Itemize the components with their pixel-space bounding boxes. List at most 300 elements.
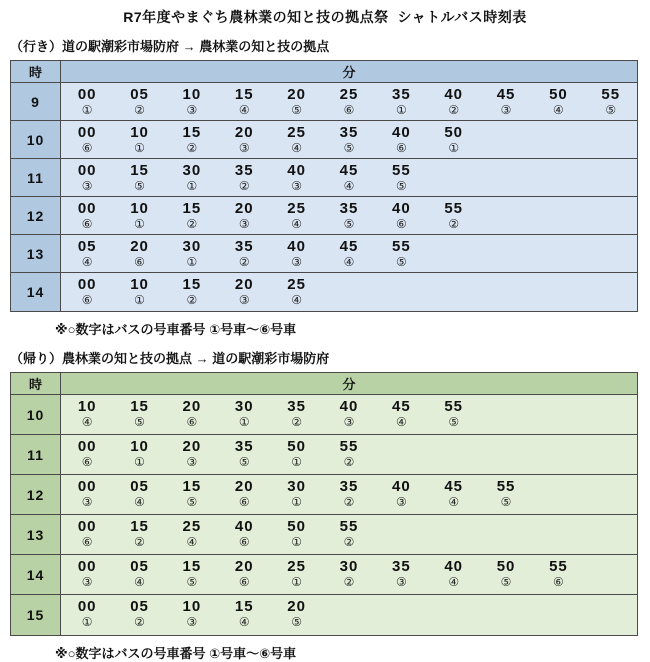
bus-number-badge: ③ [291, 255, 302, 269]
bus-number-badge: ⑥ [81, 293, 93, 307]
minute-value: 15 [182, 124, 202, 141]
departure-entry [323, 518, 375, 549]
bus-number-badge: ① [134, 455, 145, 469]
minute-value: 15 [182, 276, 202, 293]
departure-entry [113, 398, 165, 429]
departure-entry [375, 558, 427, 589]
bus-number-badge: ⑤ [395, 255, 407, 269]
minute-value: 40 [444, 558, 464, 575]
departure-entry [270, 398, 322, 429]
timetable-row [11, 273, 637, 311]
departure-entry [428, 558, 480, 589]
bus-number-badge: ② [448, 217, 460, 231]
departure-entry [532, 558, 584, 589]
minute-value: 10 [77, 398, 97, 415]
bus-number-badge: ⑤ [186, 495, 198, 509]
timetable-row [11, 555, 637, 595]
minute-value: 15 [130, 162, 149, 179]
minute-value: 55 [444, 398, 464, 415]
minute-value: 15 [130, 398, 149, 415]
page-title: R7年度やまぐち農林業の知と技の拠点祭 シャトルバス時刻表 [123, 9, 527, 25]
bus-number-badge: ① [81, 103, 93, 117]
bus-number-badge: ② [343, 455, 355, 469]
bus-number-badge: ⑥ [186, 415, 198, 429]
minute-value: 05 [130, 86, 149, 103]
hour-cell: 15 [11, 595, 61, 635]
timetable-row [11, 159, 637, 197]
bus-number-badge: ③ [238, 217, 250, 231]
departure-entry [61, 200, 113, 231]
return-direction-label: （帰り）農林業の知と技の拠点 → 道の駅潮彩市場防府 [10, 351, 330, 366]
departure-entry [113, 558, 165, 589]
bus-number-badge: ③ [238, 141, 250, 155]
departure-entry [61, 276, 113, 307]
departure-entry [113, 276, 165, 307]
minutes-cell [61, 595, 637, 635]
minute-value: 45 [496, 86, 516, 103]
minute-value: 40 [339, 398, 359, 415]
hour-cell: 14 [11, 555, 61, 594]
minute-value: 40 [391, 200, 411, 217]
departure-entry [61, 438, 113, 469]
minute-value: 00 [77, 518, 97, 535]
minute-value: 35 [339, 124, 359, 141]
departure-entry [218, 438, 270, 469]
minute-value: 20 [234, 200, 254, 217]
minute-value: 30 [287, 478, 306, 495]
departure-entry [166, 518, 218, 549]
minute-value: 40 [287, 162, 306, 179]
minute-value: 55 [391, 162, 411, 179]
minute-value: 35 [234, 438, 254, 455]
departure-entry [532, 86, 584, 117]
bus-number-badge: ⑤ [291, 103, 302, 117]
departure-entry [166, 398, 218, 429]
departure-entry [323, 86, 375, 117]
outbound-table-body [11, 83, 637, 311]
departure-entry [270, 276, 322, 307]
bus-number-badge: ② [343, 535, 355, 549]
minute-value: 25 [182, 518, 202, 535]
bus-number-badge: ② [238, 255, 250, 269]
minute-value: 15 [130, 518, 149, 535]
minute-value: 30 [234, 398, 254, 415]
timetable-row [11, 595, 637, 635]
minute-value: 20 [234, 558, 254, 575]
minute-value: 00 [77, 438, 97, 455]
minutes-cell [61, 475, 637, 514]
minute-value: 20 [234, 478, 254, 495]
bus-number-badge: ⑤ [343, 141, 355, 155]
minute-value: 25 [287, 124, 306, 141]
bus-number-badge: ③ [500, 103, 512, 117]
minute-value: 55 [391, 238, 411, 255]
bus-number-badge: ④ [81, 415, 93, 429]
minute-value: 40 [391, 478, 411, 495]
bus-number-badge: ② [186, 217, 198, 231]
minute-value: 40 [234, 518, 254, 535]
minute-value: 20 [182, 438, 202, 455]
return-table-body [11, 395, 637, 635]
bus-number-badge: ⑤ [291, 615, 302, 629]
minutes-cell [61, 515, 637, 554]
bus-number-badge: ⑥ [395, 141, 407, 155]
minute-column-header: 分 [342, 377, 356, 392]
departure-entry [113, 478, 165, 509]
minute-value: 00 [77, 86, 97, 103]
bus-number-badge: ④ [343, 255, 355, 269]
minute-value: 45 [444, 478, 464, 495]
departure-entry [270, 598, 322, 629]
departure-entry [166, 162, 218, 193]
departure-entry [218, 478, 270, 509]
minute-value: 15 [182, 478, 202, 495]
bus-number-badge: ① [81, 615, 93, 629]
bus-number-badge: ③ [186, 615, 198, 629]
bus-number-badge: ⑥ [343, 103, 355, 117]
departure-entry [375, 200, 427, 231]
departure-entry [113, 124, 165, 155]
bus-number-badge: ④ [134, 495, 145, 509]
bus-number-badge: ① [134, 293, 145, 307]
timetable-row [11, 121, 637, 159]
bus-number-badge: ② [238, 179, 250, 193]
timetable-row [11, 235, 637, 273]
bus-number-badge: ④ [238, 103, 250, 117]
bus-number-badge: ① [134, 217, 145, 231]
minute-value: 20 [182, 398, 202, 415]
bus-number-badge: ① [291, 455, 302, 469]
departure-entry [480, 86, 532, 117]
minute-value: 50 [549, 86, 568, 103]
bus-number-badge: ⑥ [238, 535, 250, 549]
minute-value: 55 [339, 518, 359, 535]
departure-entry [61, 238, 113, 269]
departure-entry [270, 558, 322, 589]
bus-number-badge: ④ [291, 141, 302, 155]
bus-number-badge: ③ [81, 495, 93, 509]
departure-entry [61, 598, 113, 629]
departure-entry [113, 162, 165, 193]
minutes-cell [61, 159, 637, 196]
departure-entry [218, 238, 270, 269]
bus-number-badge: ⑥ [238, 495, 250, 509]
minute-value: 05 [130, 598, 149, 615]
departure-entry [428, 398, 480, 429]
departure-entry [270, 124, 322, 155]
minute-value: 20 [234, 124, 254, 141]
hour-cell: 14 [11, 273, 61, 311]
section-return [10, 348, 638, 662]
departure-entry [61, 478, 113, 509]
departure-entry [428, 200, 480, 231]
hour-cell: 11 [11, 159, 61, 196]
minute-value: 15 [182, 200, 202, 217]
bus-number-badge: ④ [291, 217, 302, 231]
return-timetable [10, 372, 638, 636]
timetable-row [11, 515, 637, 555]
bus-number-badge: ④ [395, 415, 407, 429]
minutes-cell [61, 83, 637, 120]
return-bus-number-note: ※○数字はバスの号車番号 ①号車～⑥号車 [55, 646, 297, 661]
minute-value: 40 [444, 86, 464, 103]
departure-entry [270, 200, 322, 231]
bus-number-badge: ① [186, 255, 198, 269]
minute-value: 40 [287, 238, 306, 255]
departure-entry [218, 86, 270, 117]
departure-entry [61, 86, 113, 117]
departure-entry [323, 162, 375, 193]
departure-entry [375, 86, 427, 117]
bus-number-badge: ④ [343, 179, 355, 193]
bus-number-badge: ⑤ [395, 179, 407, 193]
bus-number-badge: ④ [448, 495, 460, 509]
minute-value: 10 [130, 438, 149, 455]
departure-entry [270, 478, 322, 509]
minute-value: 20 [234, 276, 254, 293]
departure-entry [270, 238, 322, 269]
departure-entry [480, 478, 532, 509]
bus-number-badge: ② [291, 415, 302, 429]
departure-entry [166, 86, 218, 117]
timetable-row [11, 83, 637, 121]
departure-entry [585, 86, 637, 117]
outbound-timetable [10, 60, 638, 312]
table-header-row [11, 61, 637, 83]
hour-cell: 11 [11, 435, 61, 474]
minute-value: 00 [77, 558, 97, 575]
table-header-row [11, 373, 637, 395]
minute-value: 55 [549, 558, 568, 575]
minute-value: 55 [601, 86, 621, 103]
minute-value: 00 [77, 162, 97, 179]
departure-entry [480, 558, 532, 589]
bus-number-badge: ④ [186, 535, 198, 549]
bus-number-badge: ③ [395, 575, 407, 589]
bus-number-badge: ④ [553, 103, 564, 117]
minute-value: 50 [444, 124, 464, 141]
minute-value: 35 [234, 238, 254, 255]
minutes-cell [61, 197, 637, 234]
minute-value: 50 [287, 438, 306, 455]
departure-entry [166, 438, 218, 469]
hour-cell: 12 [11, 475, 61, 514]
bus-number-badge: ② [448, 103, 460, 117]
departure-entry [218, 162, 270, 193]
minute-value: 25 [287, 276, 306, 293]
departure-entry [166, 478, 218, 509]
minute-column-header: 分 [342, 65, 356, 80]
departure-entry [323, 398, 375, 429]
minute-value: 50 [287, 518, 306, 535]
minutes-cell [61, 273, 637, 311]
departure-entry [375, 162, 427, 193]
bus-number-badge: ② [134, 535, 145, 549]
bus-number-badge: ③ [291, 179, 302, 193]
departure-entry [323, 478, 375, 509]
bus-number-badge: ④ [448, 575, 460, 589]
bus-number-badge: ② [134, 615, 145, 629]
bus-number-badge: ⑤ [605, 103, 617, 117]
minute-value: 40 [391, 124, 411, 141]
timetable-row [11, 395, 637, 435]
hour-cell: 9 [11, 83, 61, 120]
minute-value: 55 [444, 200, 464, 217]
minute-value: 20 [130, 238, 149, 255]
minute-value: 10 [182, 598, 202, 615]
departure-entry [166, 124, 218, 155]
bus-number-badge: ⑤ [238, 455, 250, 469]
outbound-bus-number-note: ※○数字はバスの号車番号 ①号車～⑥号車 [55, 322, 297, 337]
minutes-cell [61, 435, 637, 474]
minute-value: 00 [77, 124, 97, 141]
minute-value: 10 [130, 200, 149, 217]
departure-entry [323, 124, 375, 155]
bus-number-badge: ⑤ [186, 575, 198, 589]
minute-value: 55 [496, 478, 516, 495]
bus-number-badge: ① [238, 415, 250, 429]
departure-entry [323, 200, 375, 231]
bus-number-badge: ② [186, 141, 198, 155]
departure-entry [218, 398, 270, 429]
bus-number-badge: ⑤ [134, 179, 145, 193]
minute-value: 15 [234, 598, 254, 615]
hour-column-header: 時 [11, 373, 61, 394]
departure-entry [428, 124, 480, 155]
bus-number-badge: ⑥ [81, 535, 93, 549]
departure-entry [323, 438, 375, 469]
departure-entry [375, 478, 427, 509]
minute-value: 35 [391, 558, 411, 575]
section-outbound [10, 36, 638, 338]
minute-value: 05 [130, 478, 149, 495]
departure-entry [166, 238, 218, 269]
minute-value: 10 [130, 124, 149, 141]
departure-entry [323, 558, 375, 589]
bus-number-badge: ⑤ [343, 217, 355, 231]
minute-value: 35 [339, 200, 359, 217]
minute-value: 25 [287, 200, 306, 217]
minute-value: 00 [77, 598, 97, 615]
minute-value: 45 [339, 238, 359, 255]
bus-number-badge: ① [395, 103, 407, 117]
outbound-direction-label: （行き）道の駅潮彩市場防府 → 農林業の知と技の拠点 [10, 39, 330, 54]
minutes-cell [61, 121, 637, 158]
departure-entry [270, 86, 322, 117]
bus-number-badge: ① [291, 535, 302, 549]
bus-number-badge: ① [186, 179, 198, 193]
departure-entry [270, 438, 322, 469]
minute-value: 10 [182, 86, 202, 103]
departure-entry [113, 200, 165, 231]
departure-entry [166, 200, 218, 231]
minute-value: 25 [339, 86, 359, 103]
departure-entry [61, 398, 113, 429]
minute-value: 35 [339, 478, 359, 495]
minute-value: 00 [77, 478, 97, 495]
bus-number-badge: ③ [186, 103, 198, 117]
minute-value: 45 [391, 398, 411, 415]
minute-value: 00 [77, 200, 97, 217]
departure-entry [270, 518, 322, 549]
minute-value: 50 [496, 558, 516, 575]
minute-value: 20 [287, 598, 306, 615]
departure-entry [375, 124, 427, 155]
departure-entry [218, 558, 270, 589]
bus-number-badge: ④ [134, 575, 145, 589]
minute-value: 55 [339, 438, 359, 455]
hour-cell: 10 [11, 395, 61, 434]
bus-number-badge: ① [448, 141, 460, 155]
departure-entry [61, 162, 113, 193]
minutes-cell [61, 395, 637, 434]
bus-number-badge: ⑥ [553, 575, 564, 589]
bus-number-badge: ⑤ [134, 415, 145, 429]
departure-entry [218, 124, 270, 155]
departure-entry [61, 518, 113, 549]
bus-number-badge: ⑤ [448, 415, 460, 429]
bus-number-badge: ① [291, 575, 302, 589]
departure-entry [166, 598, 218, 629]
bus-number-badge: ③ [186, 455, 198, 469]
departure-entry [218, 200, 270, 231]
minute-value: 35 [234, 162, 254, 179]
bus-number-badge: ① [134, 141, 145, 155]
bus-number-badge: ④ [81, 255, 93, 269]
hour-cell: 12 [11, 197, 61, 234]
departure-entry [218, 518, 270, 549]
minute-value: 10 [130, 276, 149, 293]
bus-number-badge: ② [343, 495, 355, 509]
bus-number-badge: ③ [81, 575, 93, 589]
bus-number-badge: ⑤ [500, 495, 512, 509]
departure-entry [428, 86, 480, 117]
departure-entry [218, 276, 270, 307]
bus-number-badge: ⑥ [81, 141, 93, 155]
departure-entry [113, 598, 165, 629]
minute-value: 15 [234, 86, 254, 103]
minutes-cell [61, 235, 637, 272]
bus-number-badge: ② [343, 575, 355, 589]
departure-entry [61, 558, 113, 589]
departure-entry [323, 238, 375, 269]
departure-entry [113, 438, 165, 469]
bus-number-badge: ③ [81, 179, 93, 193]
timetable-row [11, 435, 637, 475]
bus-number-badge: ⑥ [81, 217, 93, 231]
bus-number-badge: ① [291, 495, 302, 509]
departure-entry [113, 86, 165, 117]
minute-value: 00 [77, 276, 97, 293]
departure-entry [61, 124, 113, 155]
minute-value: 35 [391, 86, 411, 103]
minute-value: 25 [287, 558, 306, 575]
departure-entry [166, 558, 218, 589]
bus-number-badge: ⑤ [500, 575, 512, 589]
bus-number-badge: ⑥ [395, 217, 407, 231]
bus-number-badge: ③ [238, 293, 250, 307]
departure-entry [166, 276, 218, 307]
departure-entry [428, 478, 480, 509]
bus-number-badge: ③ [395, 495, 407, 509]
minute-value: 30 [182, 238, 202, 255]
departure-entry [375, 238, 427, 269]
bus-number-badge: ③ [343, 415, 355, 429]
minute-value: 30 [339, 558, 359, 575]
minute-value: 30 [182, 162, 202, 179]
departure-entry [218, 598, 270, 629]
minute-value: 15 [182, 558, 202, 575]
